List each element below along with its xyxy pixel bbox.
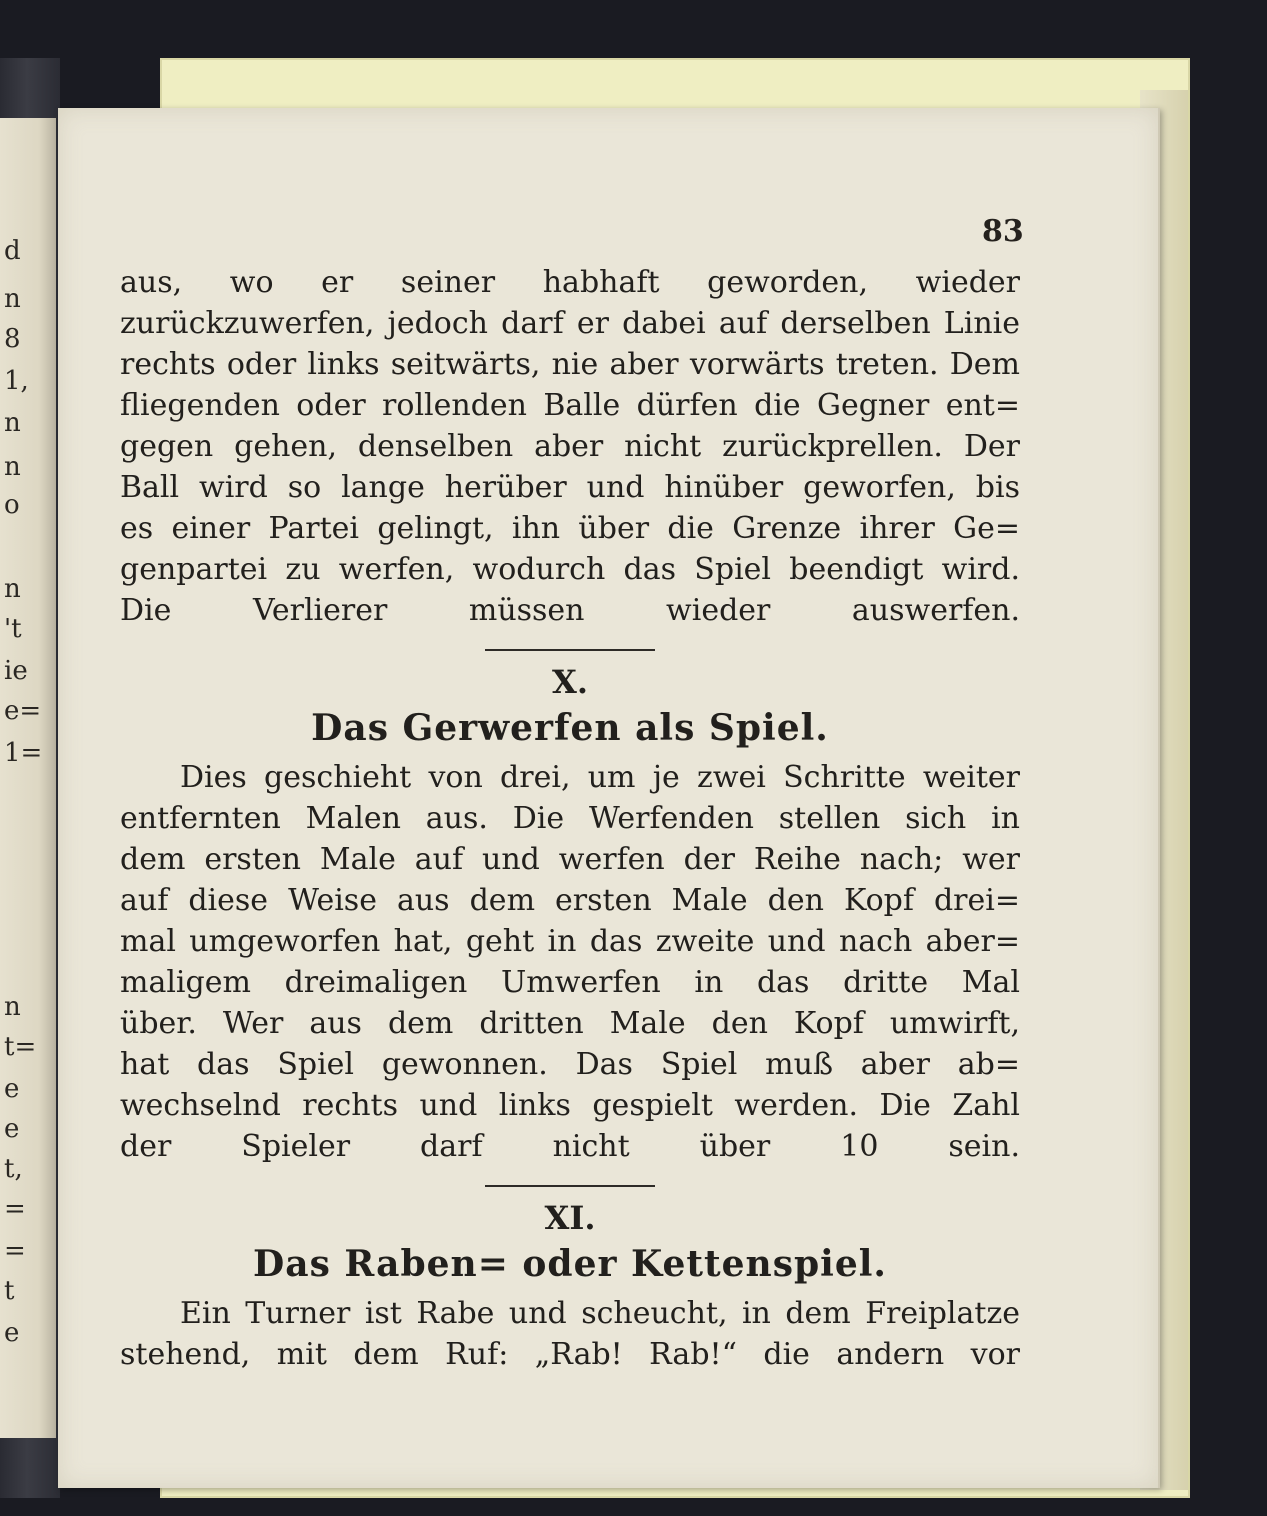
left-page-fragment: n	[4, 452, 21, 482]
left-page-fragment: d	[4, 236, 21, 266]
text-line: fliegenden oder rollenden Balle dürfen die Gegner ent=	[120, 388, 1020, 423]
text-line: Ball wird so lange herüber und hinüber geworfen, bis	[120, 470, 1020, 505]
text-line: zurückzuwerfen, jedoch darf er dabei auf derselben Linie	[120, 306, 1020, 341]
left-page-fragment: 't	[4, 614, 22, 644]
left-page-edge	[0, 118, 56, 1438]
paragraph-rabenspiel	[120, 1293, 1020, 1375]
left-page-fragment: e	[4, 1074, 20, 1104]
text-line: über. Wer aus dem dritten Male den Kopf umwirft,	[120, 1006, 1020, 1041]
page-text	[120, 262, 1020, 1375]
paragraph-gerwerfen	[120, 757, 1020, 1167]
paragraph-continuation	[120, 262, 1020, 631]
left-page-fragment: o	[4, 490, 20, 520]
text-line: Dies geschieht von drei, um je zwei Schritte weiter	[180, 760, 1020, 795]
text-line: es einer Partei gelingt, ihn über die Grenze ihrer Ge=	[120, 511, 1020, 546]
left-page-fragment: t	[4, 1276, 15, 1306]
section-title-x: Das Gerwerfen als Spiel.	[311, 707, 829, 749]
section-title-xi: Das Raben= oder Kettenspiel.	[253, 1243, 887, 1285]
text-line: genpartei zu werfen, wodurch das Spiel beendigt wird.	[120, 552, 1020, 587]
left-page-fragment: =	[4, 1194, 26, 1224]
text-line: hat das Spiel gewonnen. Das Spiel muß aber ab=	[120, 1047, 1020, 1082]
left-page-fragment: n	[4, 992, 21, 1022]
section-divider	[485, 649, 655, 651]
text-line: stehend, mit dem Ruf: „Rab! Rab!“ die andern vor	[120, 1337, 1020, 1372]
text-line: der Spieler darf nicht über 10 sein.	[120, 1129, 1020, 1164]
text-line: aus, wo er seiner habhaft geworden, wieder	[120, 265, 1020, 300]
left-page-fragment: e	[4, 1318, 20, 1348]
section-number-x: X.	[552, 663, 588, 701]
left-page-fragment: e=	[4, 696, 42, 726]
section-divider	[485, 1185, 655, 1187]
left-page-fragment: ie	[4, 656, 28, 686]
left-page-fragment: n	[4, 408, 21, 438]
left-page-fragment: 8	[4, 324, 21, 354]
text-line: Die Verlierer müssen wieder auswerfen.	[120, 593, 1020, 628]
left-page-fragment: n	[4, 574, 21, 604]
text-line: rechts oder links seitwärts, nie aber vorwärts treten. Dem	[120, 347, 1020, 382]
section-number-xi: XI.	[544, 1199, 596, 1237]
left-page-fragment: e	[4, 1114, 20, 1144]
text-line: Ein Turner ist Rabe und scheucht, in dem Freiplatze	[180, 1296, 1020, 1331]
left-page-fragment: n	[4, 284, 21, 314]
text-line: dem ersten Male auf und werfen der Reihe nach; wer	[120, 842, 1020, 877]
left-page-fragment: t,	[4, 1154, 23, 1184]
page-number: 83	[982, 214, 1024, 249]
text-line: maligem dreimaligen Umwerfen in das dritte Mal	[120, 965, 1020, 1000]
left-page-fragment: t=	[4, 1032, 37, 1062]
left-page-fragment: 1,	[4, 366, 29, 396]
left-page-fragment: 1=	[4, 738, 43, 768]
text-line: auf diese Weise aus dem ersten Male den Kopf drei=	[120, 883, 1020, 918]
text-line: gegen gehen, denselben aber nicht zurückprellen. Der	[120, 429, 1020, 464]
left-page-fragment: =	[4, 1236, 26, 1266]
text-line: mal umgeworfen hat, geht in das zweite und nach aber=	[120, 924, 1020, 959]
text-line: wechselnd rechts und links gespielt werden. Die Zahl	[120, 1088, 1020, 1123]
text-line: entfernten Malen aus. Die Werfenden stellen sich in	[120, 801, 1020, 836]
